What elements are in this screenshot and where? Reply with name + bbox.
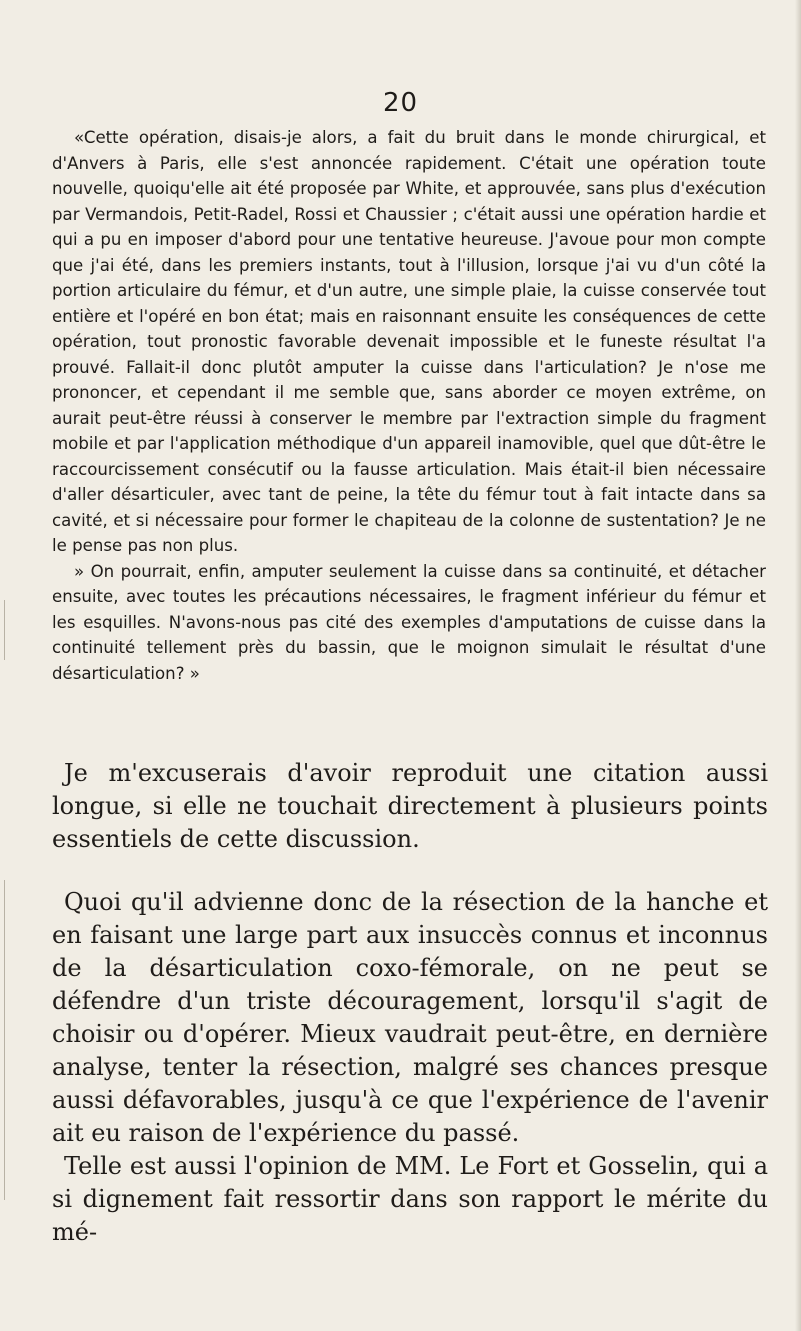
body-paragraph: Quoi qu'il advienne donc de la résection de la hanche et en faisant une large part aux insuccès connus et inconnus de la désarticulation coxo-fémorale, on ne peut se défendre d'un triste découragement, lorsqu'il s'agit de choisir ou d'opérer. Mieux vaudrait peut-être, en dernière analyse, tenter la résection, malgré ses chances presque aussi défavorables, jusqu'à ce que l'expérience de l'avenir ait eu raison de l'expérience du passé. — [52, 888, 768, 1147]
page-number: 20 — [382, 88, 419, 118]
margin-mark — [4, 600, 5, 660]
page-edge-shadow — [795, 0, 801, 1331]
quote-paragraph: «Cette opération, disais-je alors, a fait du bruit dans le monde chirurgical, et d'Anvers à Paris, elle s'est annoncée rapidement. C'était une opération toute nouvelle, quoiqu'elle ait été proposée par White, et approuvée, sans plus d'exécution par Vermandois, Petit-Radel, Rossi et Chaussier ; c'était aussi une opération hardie et qui a pu en imposer d'abord pour une tentative heureuse. J'avoue pour mon compte que j'ai été, dans les premiers instants, tout à l'illusion, lorsque j'ai vu d'un côté la portion articulaire du fémur, et d'un autre, une simple plaie, la cuisse conservée tout entière et l'opéré en bon état; mais en raisonnant ensuite les conséquences de cette opération, tout pronostic favorable devenait impossible et le funeste résultat l'a prouvé. Fallait-il donc plutôt amputer la cuisse dans l'articulation? Je n'ose me prononcer, et cependant il me semble que, sans aborder ce moyen extrême, on aurait peut-être réussi à conserver le membre par l'extraction simple du fragment mobile et par l'application méthodique d'un appareil inamovible, quel que dût-être le raccourcissement consécutif ou la fausse articulation. Mais était-il bien nécessaire d'aller désarticuler, avec tant de peine, la tête du fémur tout à fait intacte dans sa cavité, et si nécessaire pour former le chapiteau de la colonne de sustentation? Je ne le pense pas non plus. — [52, 128, 766, 555]
body-paragraph: Telle est aussi l'opinion de MM. Le Fort et Gosselin, qui a si dignement fait ressortir dans son rapport le mérite du mé- — [52, 1152, 768, 1246]
quotation-block — [52, 125, 766, 686]
body-paragraph: Je m'excuserais d'avoir reproduit une citation aussi longue, si elle ne touchait directement à plusieurs points essentiels de cette discussion. — [52, 759, 768, 853]
main-text — [52, 757, 768, 1249]
quote-paragraph: » On pourrait, enfin, amputer seulement la cuisse dans sa continuité, et détacher ensuite, avec toutes les précautions nécessaires, le fragment inférieur du fémur et les esquilles. N'avons-nous pas cité des exemples d'amputations de cuisse dans la continuité tellement près du bassin, que le moignon simulait le résultat d'une désarticulation? » — [52, 561, 766, 683]
margin-mark — [4, 880, 5, 1200]
